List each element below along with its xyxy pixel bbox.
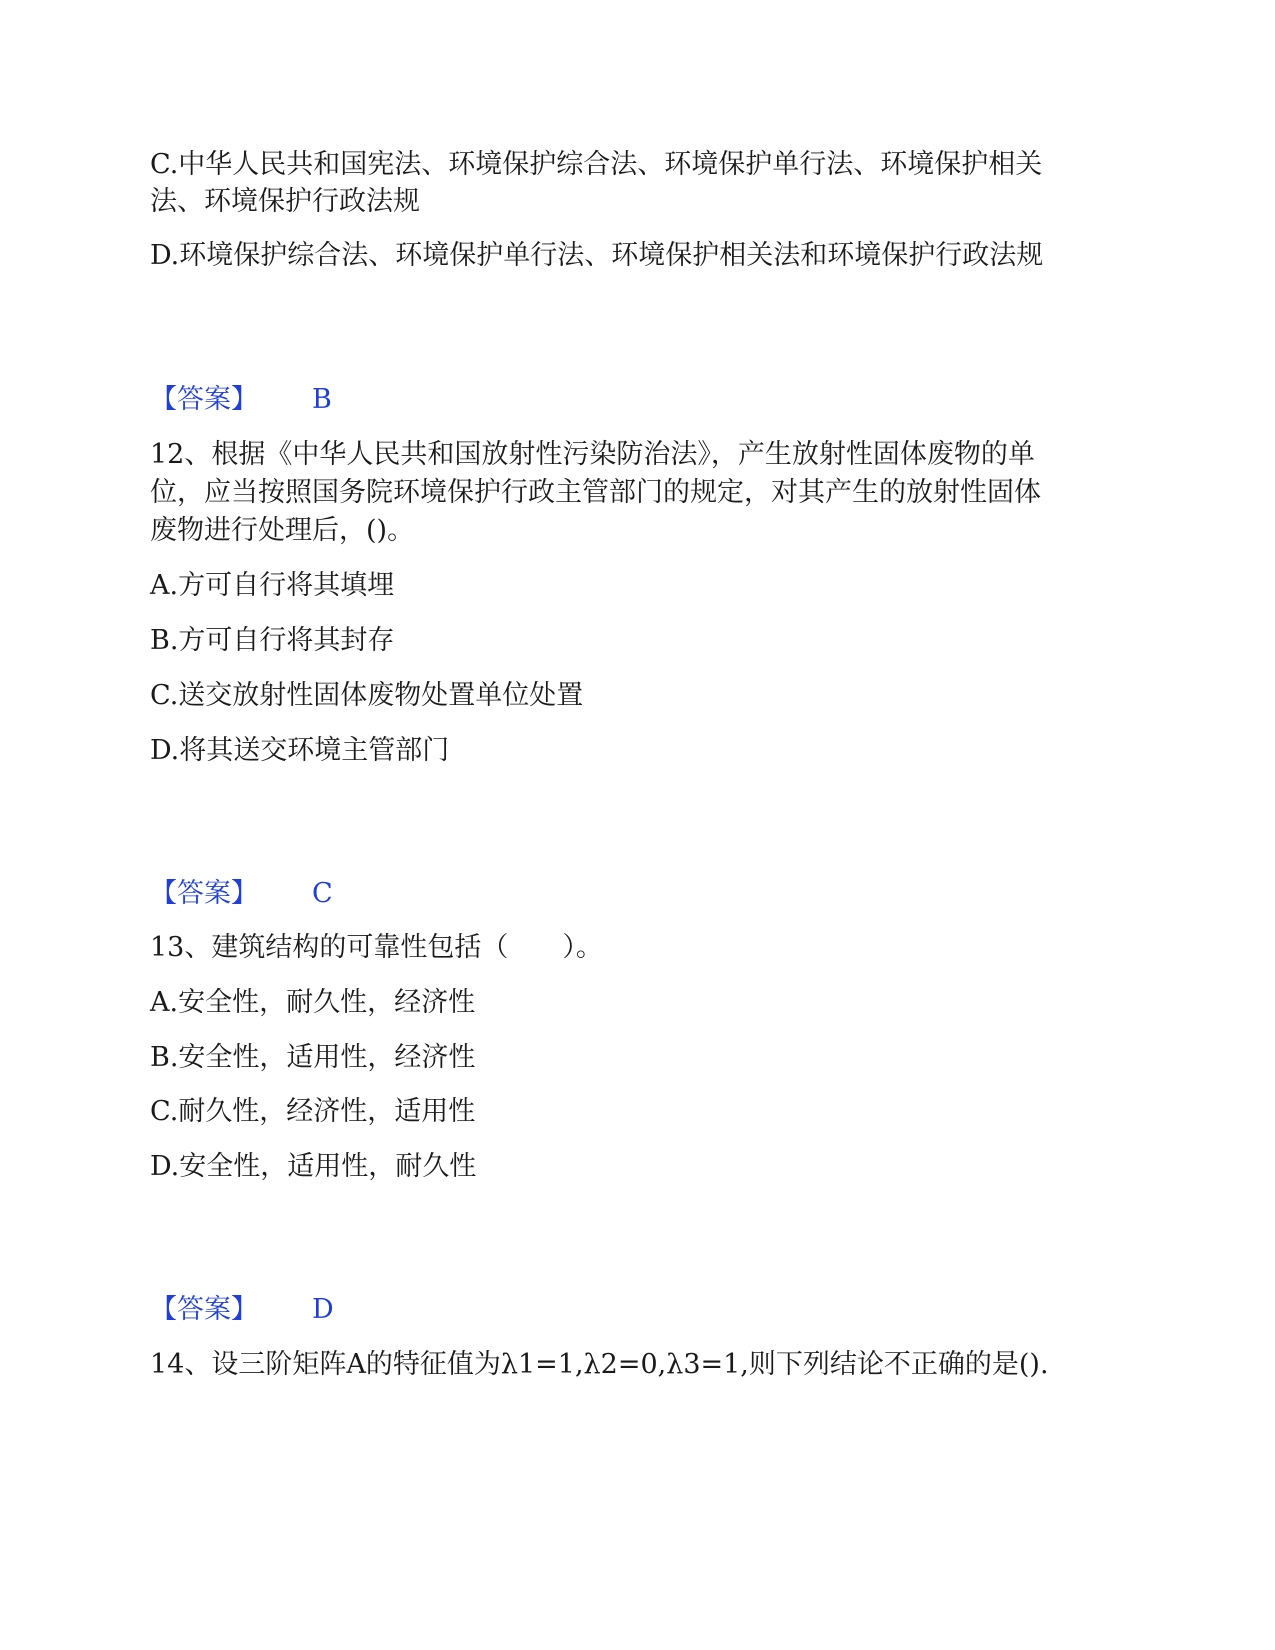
q13-answer [150,1290,1110,1330]
answer-label: 【答案】 [150,878,258,909]
q12-option-d: D.将其送交环境主管部门 [150,735,450,766]
q14-stem: 14、设三阶矩阵A的特征值为λ1=1,λ2=0,λ3=1,则下列结论不正确的是(). [150,1349,1049,1380]
q13-stem: 13、建筑结构的可靠性包括（ ）。 [150,932,603,963]
answer-value: C [312,878,333,909]
q12-answer [150,874,1110,914]
q13-option-c: C.耐久性，经济性，适用性 [150,1096,476,1127]
q12-stem-line3: 废物进行处理后，()。 [150,515,415,546]
q13-option-b: B.安全性，适用性，经济性 [150,1042,476,1073]
answer-value: B [312,384,332,415]
q12-stem-line1: 12、根据《中华人民共和国放射性污染防治法》，产生放射性固体废物的单 [150,439,1035,470]
q13-option-d: D.安全性，适用性，耐久性 [150,1151,477,1182]
q11-option-c-line2: 法、环境保护行政法规 [150,186,420,217]
q12-option-b: B.方可自行将其封存 [150,625,395,656]
answer-value: D [312,1294,334,1325]
answer-label: 【答案】 [150,1294,258,1325]
answer-label: 【答案】 [150,384,258,415]
q12-option-c: C.送交放射性固体废物处置单位处置 [150,680,584,711]
q12-option-a: A.方可自行将其填埋 [150,570,395,601]
q11-option-d: D.环境保护综合法、环境保护单行法、环境保护相关法和环境保护行政法规 [150,240,1044,271]
q11-answer [150,380,1110,420]
q12-stem-line2: 位，应当按照国务院环境保护行政主管部门的规定，对其产生的放射性固体 [150,477,1041,508]
q13-option-a: A.安全性，耐久性，经济性 [150,987,476,1018]
q11-option-c-line1: C.中华人民共和国宪法、环境保护综合法、环境保护单行法、环境保护相关 [150,149,1043,180]
